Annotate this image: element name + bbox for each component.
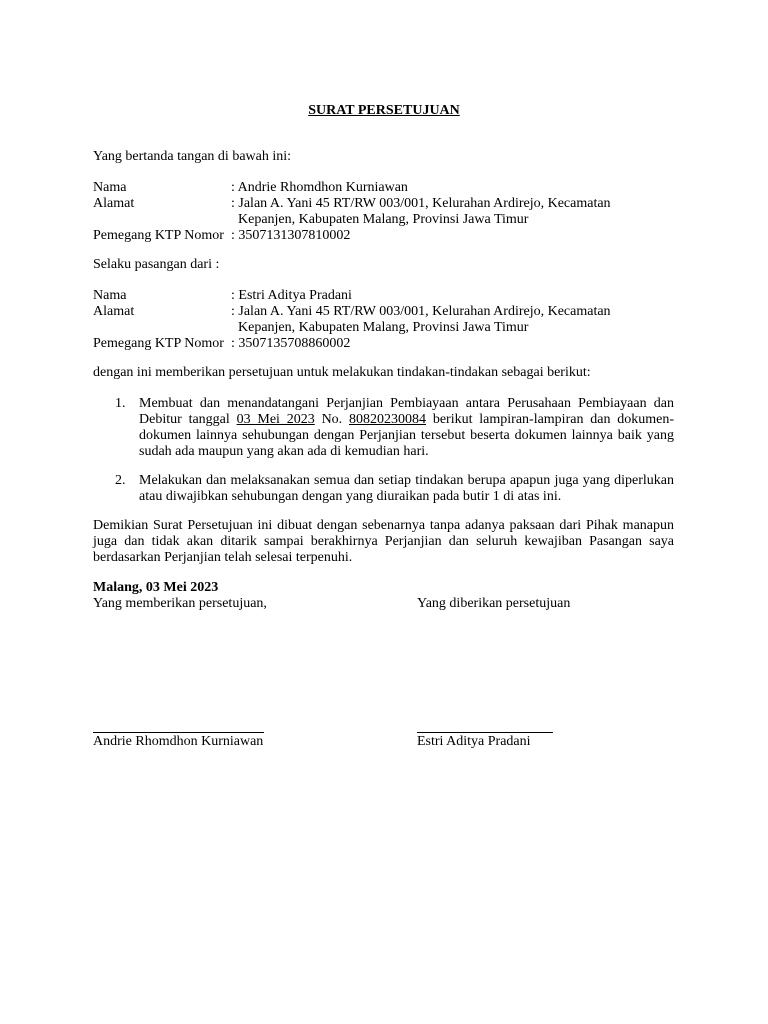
person2-alamat-label: Alamat (93, 304, 135, 319)
person2-ktp-value: : 3507135708860002 (231, 336, 351, 351)
person1-nama-label: Nama (93, 180, 127, 195)
right-signature-line (417, 732, 553, 733)
right-signature-caption: Yang diberikan persetujuan (417, 596, 571, 611)
person1-details (93, 180, 653, 244)
spouse-intro: Selaku pasangan dari : (93, 257, 220, 272)
person1-ktp-label: Pemegang KTP Nomor (93, 228, 224, 243)
person1-alamat-line2: Kepanjen, Kabupaten Malang, Provinsi Jawa Timur (238, 212, 529, 227)
item2-text: Melakukan dan melaksanakan semua dan setiap tindakan berupa apapun juga yang diperlukan atau diwajibkan sehubungan dengan yang diuraikan pada butir 1 di atas ini. (139, 473, 674, 504)
item1-date: 03 Mei 2023 (236, 412, 315, 427)
intro-text: Yang bertanda tangan di bawah ini: (93, 149, 292, 164)
left-signature-caption: Yang memberikan persetujuan, (93, 596, 267, 611)
person2-nama-value: : Estri Aditya Pradani (231, 288, 352, 303)
left-signature-line (93, 732, 264, 733)
person2-alamat-line1: : Jalan A. Yani 45 RT/RW 003/001, Kelurahan Ardirejo, Kecamatan (231, 304, 611, 319)
person2-nama-label: Nama (93, 288, 127, 303)
item1-no-label: No. (321, 412, 343, 427)
person2-alamat-line2: Kepanjen, Kabupaten Malang, Provinsi Jawa Timur (238, 320, 529, 335)
place-date: Malang, 03 Mei 2023 (93, 580, 219, 595)
person1-alamat-line1: : Jalan A. Yani 45 RT/RW 003/001, Kelurahan Ardirejo, Kecamatan (231, 196, 611, 211)
person2-ktp-label: Pemegang KTP Nomor (93, 336, 224, 351)
item1-text (139, 396, 674, 460)
left-signer-name: Andrie Rhomdhon Kurniawan (93, 734, 264, 749)
person2-details (93, 288, 653, 352)
item1-text-after: berikut lampiran-lampiran dan dokumen-dokumen lainnya sehubungan dengan Perjanjian tersebut beserta dokumen lainnya baik yang sudah ada maupun yang akan ada di kemudian hari. (139, 412, 675, 459)
person1-nama-value: : Andrie Rhomdhon Kurniawan (231, 180, 408, 195)
closing-paragraph: Demikian Surat Persetujuan ini dibuat dengan sebenarnya tanpa adanya paksaan dari Pihak manapun juga dan tidak akan ditarik sampai berakhirnya Perjanjian dan seluruh kewajiban Pasangan saya berdasarkan Perjanjian telah selesai terpenuhi. (93, 518, 674, 565)
item1-text-before: Membuat dan menandatangani Perjanjian Pembiayaan antara Perusahaan Pembiayaan dan Debitur tanggal (139, 396, 674, 427)
document-title: SURAT PERSETUJUAN (308, 103, 460, 118)
item1-number: 1. (115, 396, 126, 411)
item1-contract-number: 80820230084 (349, 412, 426, 427)
consent-intro: dengan ini memberikan persetujuan untuk melakukan tindakan-tindakan sebagai berikut: (93, 365, 591, 380)
right-signer-name: Estri Aditya Pradani (417, 734, 531, 749)
item2-number: 2. (115, 473, 126, 488)
person1-alamat-label: Alamat (93, 196, 135, 211)
person1-ktp-value: : 3507131307810002 (231, 228, 351, 243)
